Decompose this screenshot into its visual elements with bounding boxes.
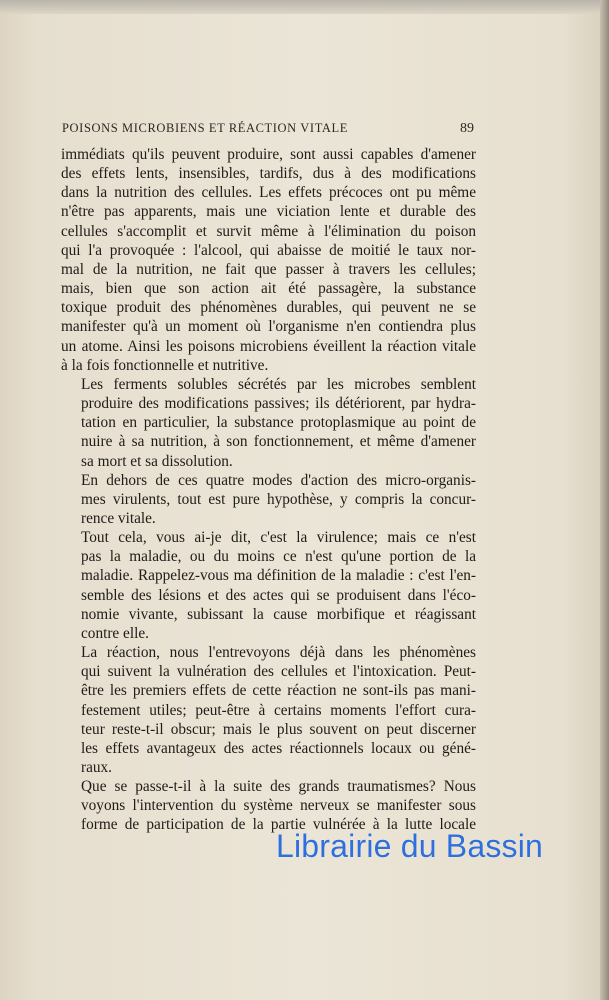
text-line: cellules s'accomplit et survit même à l'élimination du poison	[61, 222, 476, 240]
page-top-edge	[0, 0, 609, 14]
body-text	[61, 145, 476, 835]
paragraph	[61, 145, 476, 375]
text-line: être les premiers effets de cette réaction ne sont-ils pas mani-	[81, 682, 476, 700]
paragraph	[61, 643, 476, 777]
text-line: nuire à sa nutrition, à son fonctionnement, et même d'amener	[81, 433, 476, 451]
running-title: POISONS MICROBIENS ET RÉACTION VITALE	[62, 121, 349, 135]
text-line: nomie vivante, subissant la cause morbifique et réagissant	[81, 605, 476, 623]
text-line: sa mort et sa dissolution.	[81, 452, 233, 470]
text-line: manifester qu'à un moment où l'organisme n'en contiendra plus	[61, 318, 476, 336]
text-line: les effets avantageux des actes réactionnels locaux ou géné-	[81, 739, 476, 757]
page-right-edge	[600, 0, 609, 1000]
watermark: Librairie du Bassin	[276, 828, 544, 864]
text-line: En dehors de ces quatre modes d'action des micro-organis-	[81, 471, 476, 489]
running-header	[62, 121, 474, 137]
text-line: rence vitale.	[81, 509, 156, 527]
page-number: 89	[460, 121, 474, 136]
text-line: Tout cela, vous ai-je dit, c'est la virulence; mais ce n'est	[81, 529, 476, 547]
text-line: tation en particulier, la substance protoplasmique au point de	[81, 414, 476, 432]
text-line: à la fois fonctionnelle et nutritive.	[61, 356, 269, 374]
text-line: mais, bien que son action ait été passagère, la substance	[61, 280, 476, 298]
text-line: des effets lents, insensibles, tardifs, dus à des modifications	[61, 165, 476, 183]
text-line: qui suivent la vulnération des cellules et l'intoxication. Peut-	[81, 663, 476, 681]
paragraph	[61, 528, 476, 643]
text-line: immédiats qu'ils peuvent produire, sont aussi capables d'amener	[61, 146, 476, 163]
text-line: La réaction, nous l'entrevoyons déjà dans les phénomènes	[81, 644, 476, 662]
text-line: dans la nutrition des cellules. Les effets précoces ont pu même	[61, 184, 476, 202]
text-line: produire des modifications passives; ils détériorent, par hydra-	[81, 395, 476, 413]
text-line: contre elle.	[81, 624, 149, 642]
text-line: un atome. Ainsi les poisons microbiens éveillent la réaction vitale	[61, 337, 476, 355]
text-line: Les ferments solubles sécrétés par les microbes semblent	[81, 375, 476, 393]
text-line: forme de participation de la partie vulnérée à la lutte locale	[81, 816, 476, 834]
paragraph	[61, 375, 476, 471]
text-line: Que se passe-t-il à la suite des grands traumatismes? Nous	[81, 778, 476, 796]
text-line: raux.	[81, 759, 113, 776]
text-line: mes virulents, tout est pure hypothèse, y compris la concur-	[81, 490, 476, 508]
text-line: toxique produit des phénomènes durables, qui peuvent ne se	[61, 299, 476, 317]
text-line: festement utiles; peut-être à certains moments l'effort cura-	[81, 701, 476, 719]
text-line: n'être pas apparents, mais une viciation lente et durable des	[61, 203, 476, 221]
text-line: mal de la nutrition, ne fait que passer à travers les cellules;	[61, 260, 476, 278]
text-line: voyons l'intervention du système nerveux se manifester sous	[81, 797, 476, 815]
paragraph	[61, 777, 476, 834]
text-line: semble des lésions et des actes qui se produisent dans l'éco-	[81, 586, 476, 604]
text-line: pas la maladie, ou du moins ce n'est qu'une portion de la	[81, 548, 476, 566]
text-line: qui l'a provoquée : l'alcool, qui abaisse de moitié le taux nor-	[61, 241, 476, 259]
text-line: teur reste-t-il obscur; mais le plus souvent on peut discerner	[81, 720, 476, 738]
text-line: maladie. Rappelez-vous ma définition de la maladie : c'est l'en-	[81, 567, 476, 585]
paragraph	[61, 471, 476, 528]
